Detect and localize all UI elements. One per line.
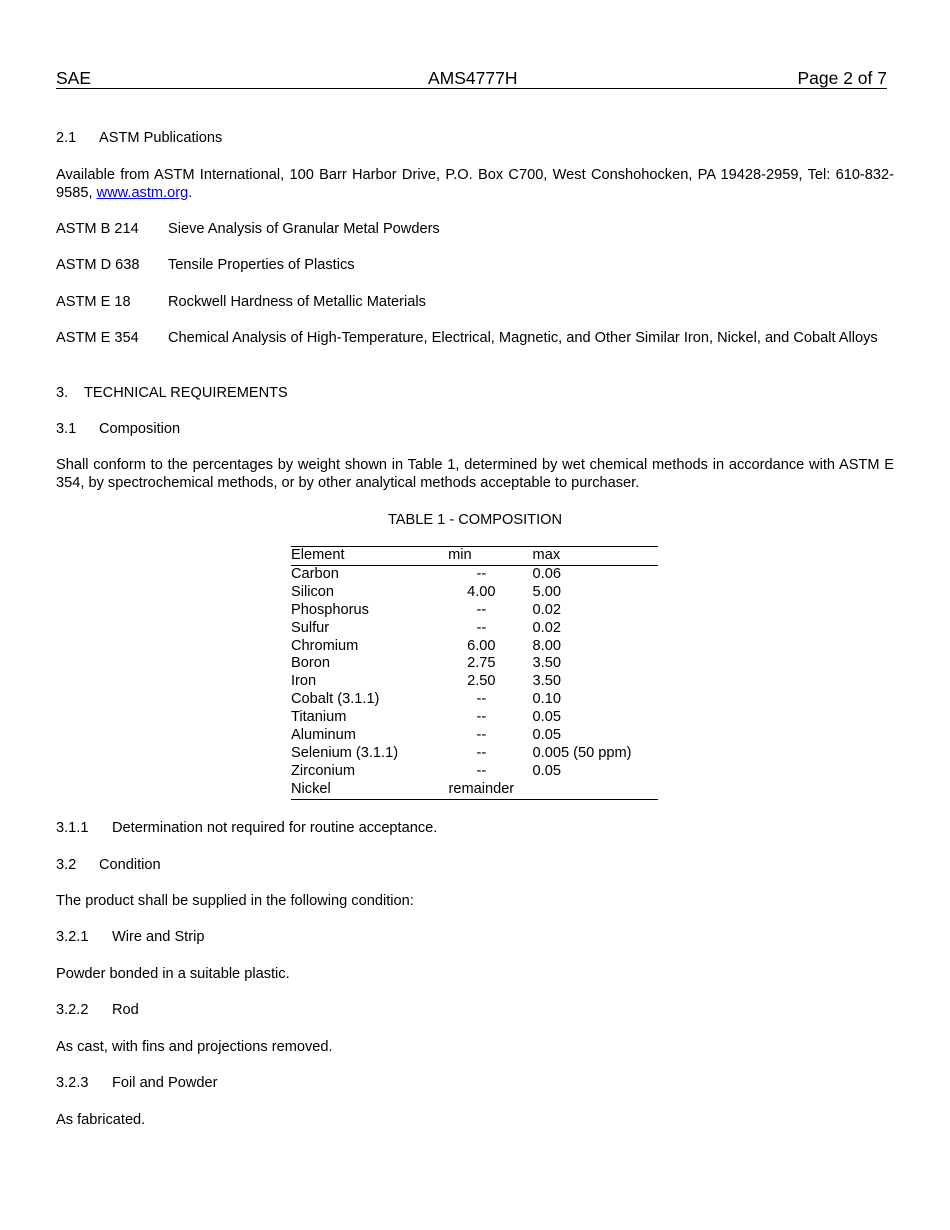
element-cell: Carbon	[291, 565, 339, 582]
element-cell: Sulfur	[291, 619, 330, 636]
reference-code: ASTM E 18	[56, 294, 131, 310]
table-row	[291, 691, 658, 709]
section-3-1-1-paragraph: 3.1.1 Determination not required for routine acceptance.	[56, 820, 438, 836]
element-cell: Phosphorus	[291, 601, 369, 618]
table-row	[291, 602, 658, 620]
section-3-1-heading: 3.1 Composition	[56, 421, 181, 437]
min-cell: --	[476, 619, 487, 636]
min-cell: 2.75	[467, 655, 496, 672]
min-cell: 2.50	[467, 673, 496, 690]
element-cell: Cobalt (3.1.1)	[291, 691, 380, 708]
min-cell: --	[476, 762, 487, 779]
reference-title: Rockwell Hardness of Metallic Materials	[168, 294, 426, 310]
element-cell: Zirconium	[291, 762, 356, 779]
max-cell: 0.05	[532, 709, 561, 726]
composition-table	[291, 546, 658, 800]
max-cell: 0.05	[532, 762, 561, 779]
table-row	[291, 620, 658, 638]
table-row	[291, 584, 658, 602]
table-row	[291, 709, 658, 727]
header-org: SAE	[56, 68, 92, 88]
table-row	[291, 727, 658, 745]
min-cell: --	[476, 601, 487, 618]
column-header: min	[430, 547, 532, 566]
element-cell: Nickel	[291, 780, 331, 797]
reference-title: Tensile Properties of Plastics	[168, 257, 355, 273]
astm-link[interactable]: www.astm.org	[96, 185, 189, 201]
max-cell: 0.10	[532, 691, 561, 708]
section-3-2-3-heading: 3.2.3 Foil and Powder	[56, 1075, 218, 1091]
table-row	[291, 655, 658, 673]
table-row	[291, 745, 658, 763]
reference-title: Chemical Analysis of High-Temperature, Electrical, Magnetic, and Other Similar Iron, Nickel, and Cobalt Alloys	[168, 330, 878, 346]
max-cell: 0.05	[532, 727, 561, 744]
reference-code: ASTM E 354	[56, 330, 139, 346]
section-3-heading: 3. TECHNICAL REQUIREMENTS	[56, 385, 288, 401]
max-cell: 5.00	[532, 583, 561, 600]
min-cell: --	[476, 727, 487, 744]
max-cell: 0.02	[532, 619, 561, 636]
table-row	[291, 673, 658, 691]
table-row	[291, 638, 658, 656]
min-cell: remainder	[448, 780, 515, 797]
element-cell: Boron	[291, 655, 330, 672]
max-cell: 0.02	[532, 601, 561, 618]
column-header: max	[533, 547, 658, 566]
section-3-2-3-paragraph: As fabricated.	[56, 1112, 146, 1128]
min-cell: --	[476, 565, 487, 582]
min-cell: 6.00	[467, 637, 496, 654]
section-2-1-heading: 2.1 ASTM Publications	[56, 130, 223, 146]
element-cell: Chromium	[291, 637, 359, 654]
max-cell: 8.00	[532, 637, 561, 654]
element-cell: Silicon	[291, 583, 334, 600]
min-cell: 4.00	[467, 583, 496, 600]
table-caption: TABLE 1 - COMPOSITION	[387, 512, 563, 528]
section-3-2-1-paragraph: Powder bonded in a suitable plastic.	[56, 966, 290, 982]
element-cell: Selenium (3.1.1)	[291, 744, 399, 761]
header-doc-number: AMS4777H	[428, 68, 518, 88]
reference-code: ASTM D 638	[56, 257, 140, 273]
max-cell: 3.50	[532, 655, 561, 672]
section-3-2-2-heading: 3.2.2 Rod	[56, 1002, 139, 1018]
min-cell: --	[476, 744, 487, 761]
table-row	[291, 565, 658, 583]
section-3-2-2-paragraph: As cast, with fins and projections removed.	[56, 1039, 333, 1055]
min-cell: --	[476, 691, 487, 708]
header-page-number: Page 2 of 7	[797, 68, 887, 88]
max-cell: 3.50	[532, 673, 561, 690]
section-3-2-1-heading: 3.2.1 Wire and Strip	[56, 929, 205, 945]
element-cell: Aluminum	[291, 727, 356, 744]
reference-code: ASTM B 214	[56, 221, 139, 237]
reference-title: Sieve Analysis of Granular Metal Powders	[168, 221, 440, 237]
element-cell: Iron	[291, 673, 317, 690]
column-header: Element	[291, 547, 430, 566]
section-3-2-paragraph: The product shall be supplied in the following condition:	[56, 893, 414, 909]
max-cell	[533, 781, 658, 799]
section-3-1-paragraph: Shall conform to the percentages by weight shown in Table 1, determined by wet chemical methods in accordance with ASTM E 354, by spectrochemical methods, or by other analytical methods acceptable to purchaser.	[56, 457, 894, 491]
table-row	[291, 781, 658, 799]
section-3-2-heading: 3.2 Condition	[56, 857, 161, 873]
max-cell: 0.005 (50 ppm)	[532, 744, 632, 761]
section-2-1-paragraph: Available from ASTM International, 100 Barr Harbor Drive, P.O. Box C700, West Conshohocken, PA 19428-2959, Tel: 610-832-9585, www.astm.org.	[56, 167, 894, 201]
table-row	[291, 763, 658, 781]
page-header	[56, 68, 887, 89]
element-cell: Titanium	[291, 709, 347, 726]
min-cell: --	[476, 709, 487, 726]
table-header-row	[291, 547, 658, 566]
max-cell: 0.06	[532, 565, 561, 582]
